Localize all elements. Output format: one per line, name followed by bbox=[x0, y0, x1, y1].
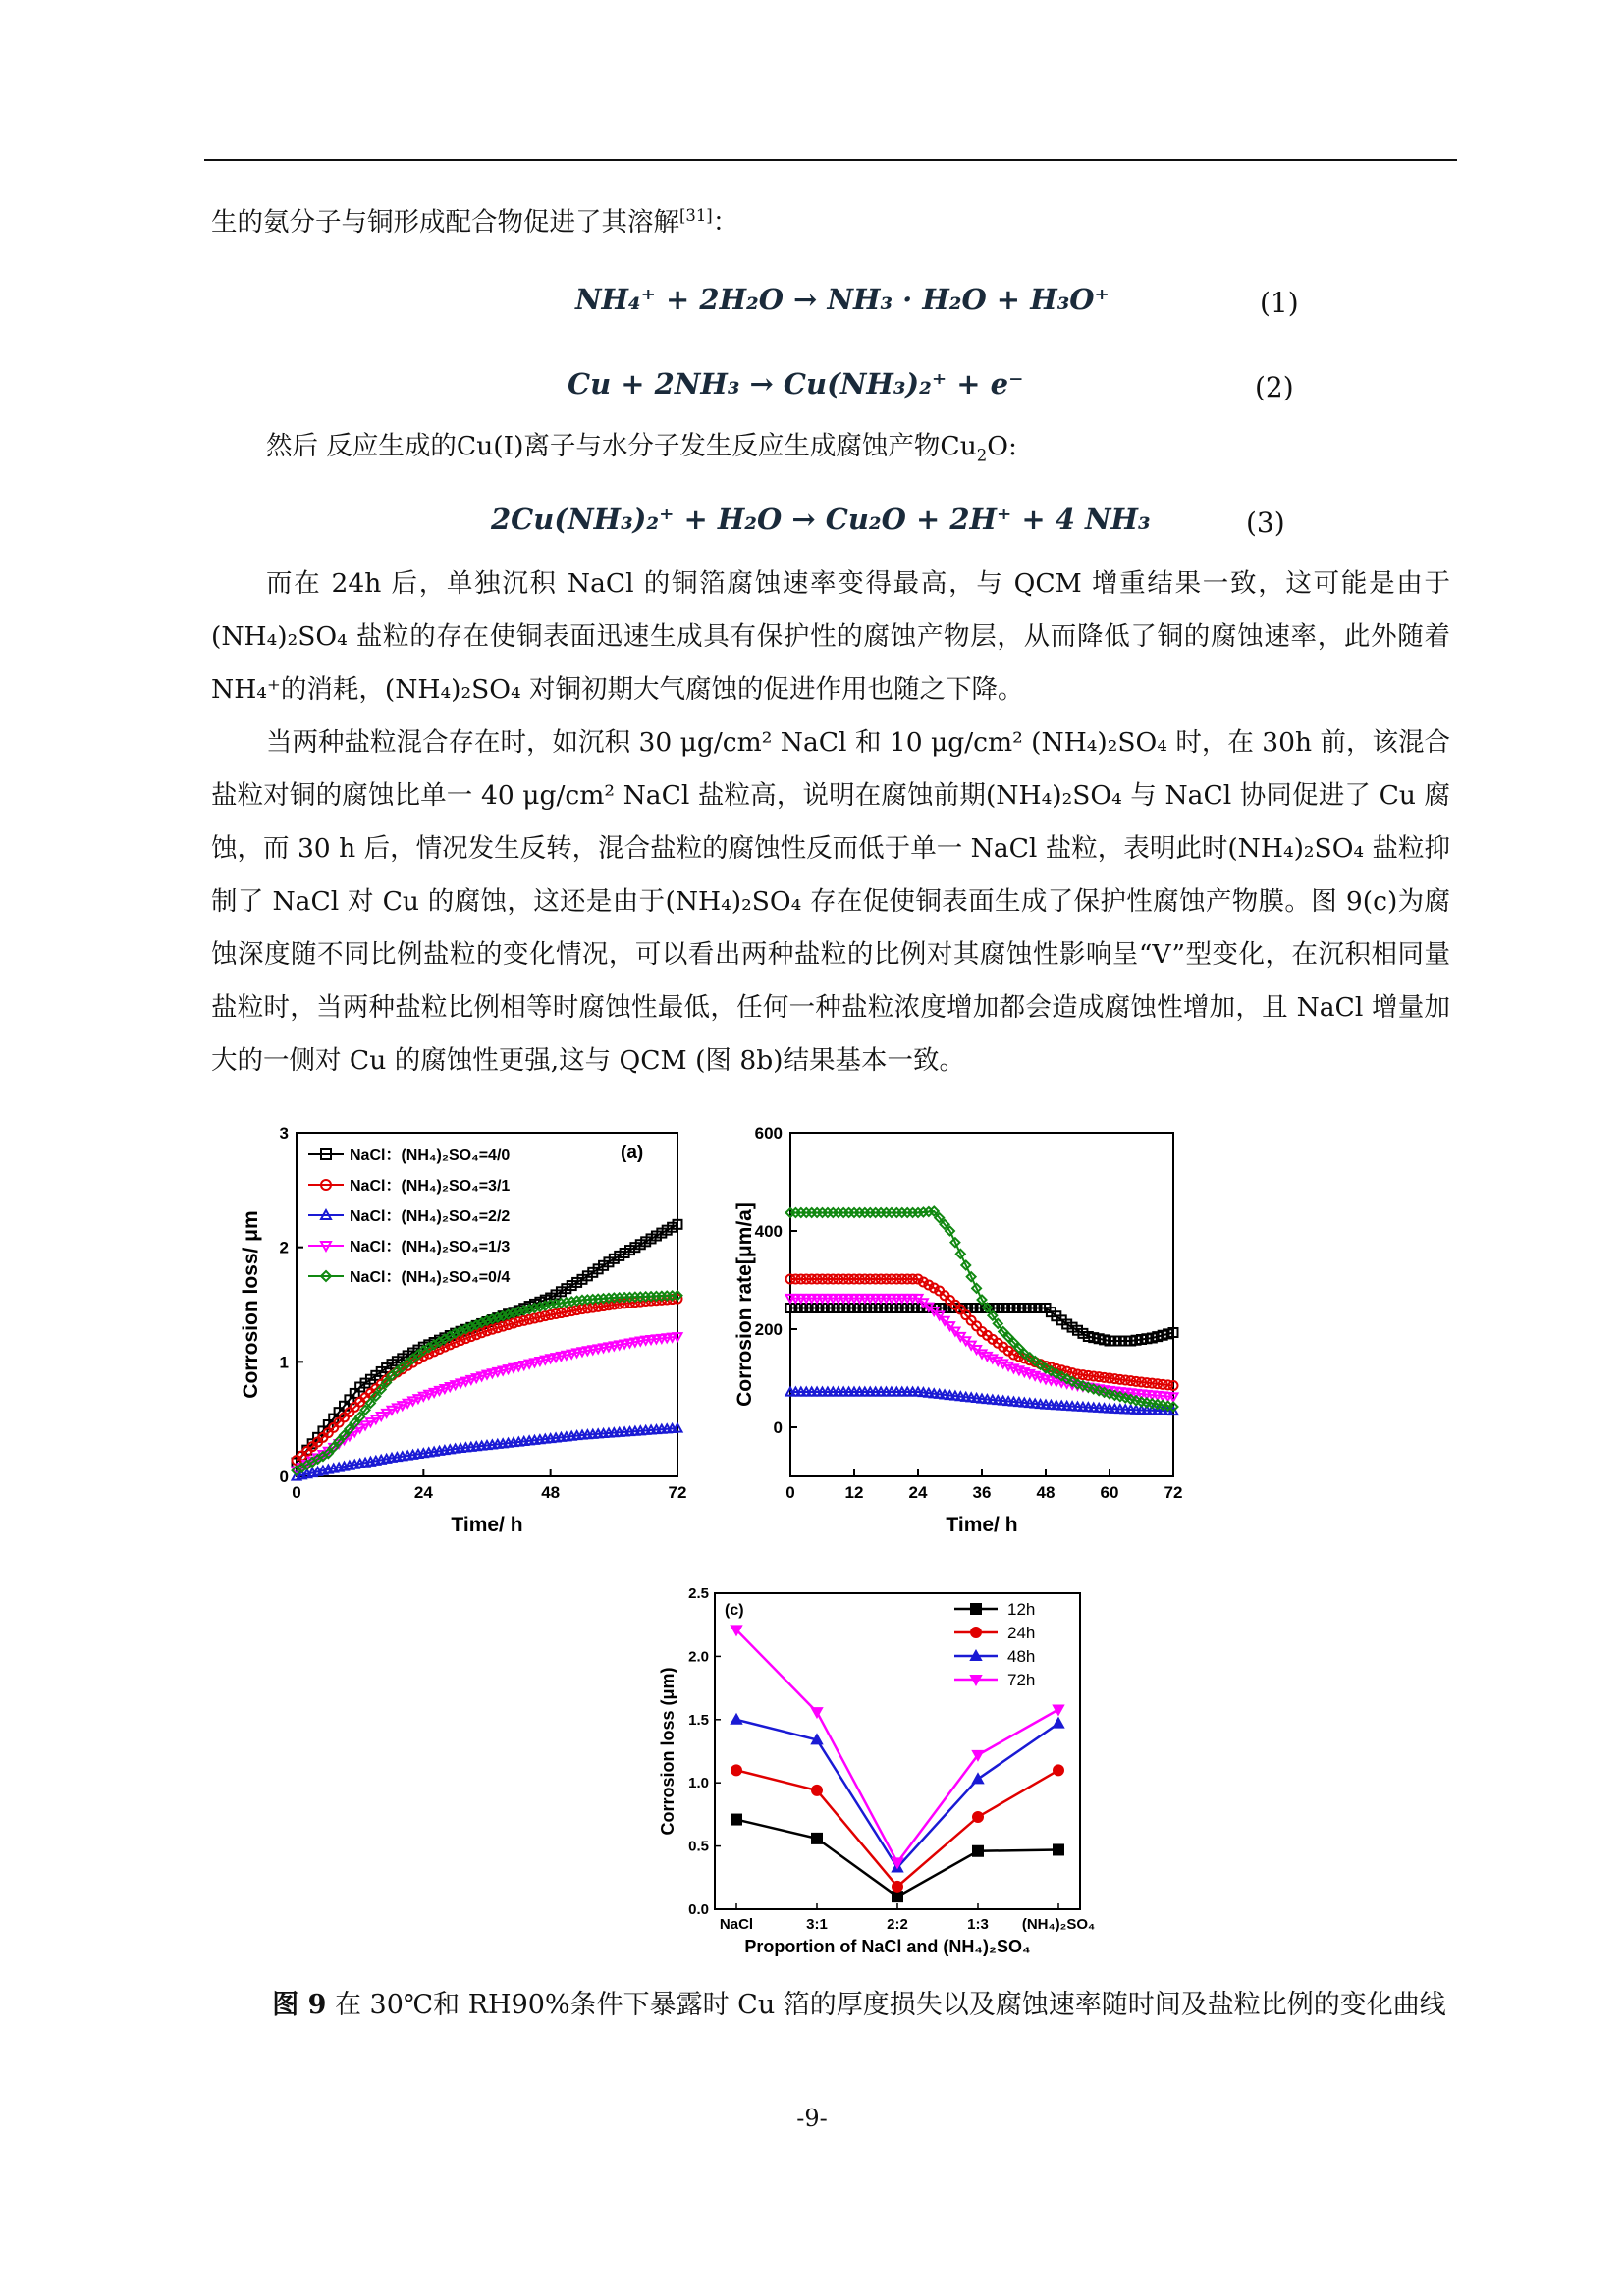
x-tick-label: 24 bbox=[908, 1483, 928, 1502]
y-tick-label: 200 bbox=[754, 1320, 783, 1339]
chart-a bbox=[226, 1119, 697, 1551]
y-axis-label: Corrosion loss/ μm bbox=[240, 1210, 262, 1399]
data-point bbox=[973, 1812, 983, 1822]
legend-entry: NaCl：(NH₄)₂SO₄=3/1 bbox=[350, 1178, 511, 1195]
x-tick-label: 36 bbox=[972, 1483, 992, 1502]
x-tick-label: 2:2 bbox=[887, 1916, 908, 1933]
series-0 bbox=[786, 1304, 1178, 1346]
y-tick-label: 0 bbox=[773, 1418, 783, 1437]
x-tick-label: 48 bbox=[1036, 1483, 1056, 1502]
equation-3: 2Cu(NH₃)₂⁺ + H₂O → Cu₂O + 2H⁺ + 4 NH₃ bbox=[491, 503, 1151, 536]
data-point bbox=[1054, 1705, 1063, 1714]
chart-b bbox=[712, 1119, 1193, 1551]
equation-3-number: (3) bbox=[1246, 507, 1285, 539]
legend-entry: 48h bbox=[1007, 1647, 1036, 1666]
x-axis-label: Time/ h bbox=[946, 1514, 1018, 1536]
x-tick-label: 72 bbox=[668, 1483, 687, 1502]
header-rule bbox=[204, 159, 1457, 161]
legend-entry: NaCl：(NH₄)₂SO₄=1/3 bbox=[350, 1239, 511, 1255]
data-point bbox=[731, 1765, 741, 1775]
data-point bbox=[893, 1882, 902, 1892]
panel-label: (c) bbox=[725, 1602, 744, 1619]
y-tick-label: 1.0 bbox=[688, 1775, 709, 1792]
legend-entry: NaCl：(NH₄)₂SO₄=2/2 bbox=[350, 1208, 511, 1225]
legend-marker bbox=[971, 1676, 981, 1684]
paragraph-intro: 生的氨分子与铜形成配合物促进了其溶解[31]： bbox=[211, 206, 739, 238]
x-tick-label: 12 bbox=[844, 1483, 864, 1502]
legend-entry: 24h bbox=[1007, 1624, 1036, 1642]
y-tick-label: 600 bbox=[754, 1124, 783, 1143]
series-line bbox=[736, 1720, 1058, 1868]
series-1 bbox=[786, 1275, 1178, 1391]
series-48h bbox=[731, 1715, 1063, 1872]
y-tick-label: 400 bbox=[754, 1222, 783, 1241]
x-axis-label: Time/ h bbox=[451, 1514, 523, 1536]
data-point bbox=[1054, 1719, 1063, 1728]
x-tick-label: (NH₄)₂SO₄ bbox=[1021, 1916, 1096, 1933]
y-tick-label: 2.0 bbox=[688, 1648, 709, 1666]
data-point bbox=[1054, 1765, 1063, 1775]
data-point bbox=[812, 1834, 822, 1843]
data-point bbox=[812, 1735, 822, 1743]
x-tick-label: 60 bbox=[1100, 1483, 1119, 1502]
page-number: -9- bbox=[796, 2105, 828, 2132]
equation-1-number: (1) bbox=[1260, 287, 1299, 319]
x-axis-label: Proportion of NaCl and (NH₄)₂SO₄ bbox=[744, 1937, 1031, 1956]
legend-entry: 12h bbox=[1007, 1600, 1036, 1619]
legend-marker bbox=[971, 1604, 981, 1614]
data-point bbox=[812, 1708, 822, 1717]
y-tick-label: 0 bbox=[279, 1468, 289, 1486]
x-tick-label: 3:1 bbox=[806, 1916, 828, 1933]
legend-marker bbox=[971, 1651, 981, 1660]
paragraph-after-24h: 而在 24h 后，单独沉积 NaCl 的铜箔腐蚀速率变得最高，与 QCM 增重结果一致，这可能是由于(NH₄)₂SO₄ 盐粒的存在使铜表面迅速生成具有保护性的腐蚀产物层，从而降低了铜的腐蚀速率，此外随着 NH₄⁺的消耗，(NH₄)₂SO₄ 对铜初期大气腐蚀的促进作用也随之下降。 bbox=[211, 568, 1450, 705]
series-24h bbox=[731, 1765, 1063, 1891]
legend-entry: 72h bbox=[1007, 1671, 1036, 1689]
x-tick-label: 0 bbox=[785, 1483, 795, 1502]
x-tick-label: NaCl bbox=[719, 1916, 754, 1933]
y-axis-label: Corrosion loss (μm) bbox=[658, 1667, 677, 1836]
x-tick-label: 1:3 bbox=[967, 1916, 989, 1933]
legend-marker bbox=[971, 1628, 981, 1637]
x-tick-label: 72 bbox=[1164, 1483, 1183, 1502]
equation-1: NH₄⁺ + 2H₂O → NH₃ · H₂O + H₃O⁺ bbox=[575, 283, 1110, 316]
data-point bbox=[731, 1715, 741, 1724]
y-tick-label: 2 bbox=[279, 1238, 289, 1257]
y-tick-label: 0.0 bbox=[688, 1901, 709, 1918]
data-point bbox=[1054, 1844, 1063, 1854]
y-tick-label: 1 bbox=[279, 1353, 289, 1372]
y-tick-label: 0.5 bbox=[688, 1838, 709, 1855]
legend-entry: NaCl：(NH₄)₂SO₄=0/4 bbox=[350, 1269, 511, 1286]
paragraph-mixed-salts: 当两种盐粒混合存在时，如沉积 30 μg/cm² NaCl 和 10 μg/cm² (NH₄)₂SO₄ 时，在 30h 前，该混合盐粒对铜的腐蚀比单一 40 μg/cm² NaCl 盐粒高，说明在腐蚀前期(NH₄)₂SO₄ 与 NaCl 协同促进了 Cu 腐蚀，而 30 h 后，情况发生反转，混合盐粒的腐蚀性反而低于单一 NaCl 盐粒，表明此时(NH₄)₂SO₄ 盐粒抑制了 NaCl 对 Cu 的腐蚀，这还是由于(NH₄)₂SO₄ 存在促使铜表面生成了保护性腐蚀产物膜。图 9(c)为腐蚀深度随不同比例盐粒的变化情况，可以看出两种盐粒的比例对其腐蚀性影响呈“V”型变化，在沉积相同量盐粒时，当两种盐粒比例相等时腐蚀性最低，任何一种盐粒浓度增加都会造成腐蚀性增加，且 NaCl 增量加大的一侧对 Cu 的腐蚀性更强,这与 QCM (图 8b)结果基本一致。 bbox=[211, 727, 1450, 1076]
data-point bbox=[973, 1846, 983, 1856]
y-tick-label: 3 bbox=[279, 1124, 289, 1143]
x-tick-label: 0 bbox=[292, 1483, 301, 1502]
data-point bbox=[731, 1815, 741, 1825]
equation-2: Cu + 2NH₃ → Cu(NH₃)₂⁺ + e⁻ bbox=[568, 367, 1024, 400]
y-tick-label: 2.5 bbox=[688, 1585, 709, 1602]
series-4 bbox=[293, 1291, 682, 1475]
equation-2-number: (2) bbox=[1255, 371, 1294, 403]
data-point bbox=[812, 1786, 822, 1795]
data-point bbox=[893, 1858, 902, 1867]
chart-c bbox=[648, 1575, 1100, 1968]
panel-label: (a) bbox=[621, 1143, 644, 1163]
x-tick-label: 24 bbox=[413, 1483, 433, 1502]
paragraph-then: 然后 反应生成的Cu(I)离子与水分子发生反应生成腐蚀产物$Cu_2O$: bbox=[266, 431, 1017, 465]
legend-entry: NaCl：(NH₄)₂SO₄=4/0 bbox=[350, 1148, 511, 1164]
y-tick-label: 1.5 bbox=[688, 1711, 709, 1729]
x-tick-label: 48 bbox=[541, 1483, 561, 1502]
figure-caption: 图 9 在 30℃和 RH90%条件下暴露时 Cu 箔的厚度损失以及腐蚀速率随时间及盐粒比例的变化曲线 bbox=[272, 1990, 1446, 2020]
data-point bbox=[893, 1892, 902, 1901]
y-axis-label: Corrosion rate[μm/a] bbox=[733, 1202, 756, 1407]
